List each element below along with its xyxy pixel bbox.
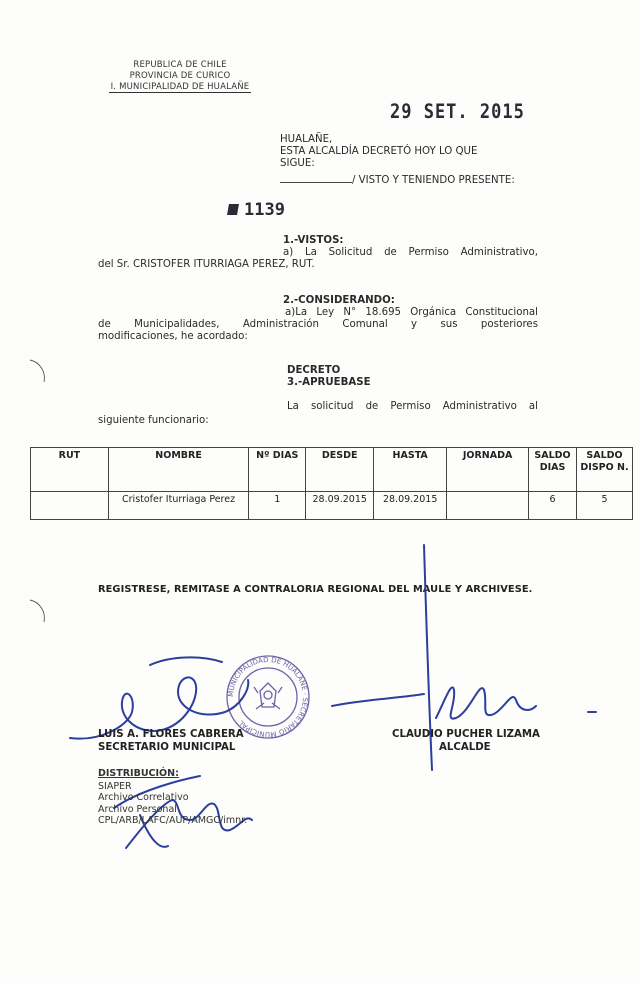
distribution-heading: DISTRIBUCIÓN: [98,768,179,779]
col-header-saldo-dias: SALDO DIAS [529,448,577,492]
left-signature [70,657,248,738]
distribution-item: SIAPER [98,780,132,792]
left-signatory-title: SECRETARIO MUNICIPAL [98,742,236,753]
considerando-line2: de Municipalidades, Administración Comunal y sus posteriores [98,319,538,330]
left-signatory [98,728,298,754]
distribution-item: Archivo Personal [98,803,177,815]
distribution-block [98,768,338,827]
letterhead-country: REPUBLICA DE CHILE [133,60,227,70]
considerando-line1: a)La Ley N° 18.695 Orgánica Constitucional [285,307,538,318]
letterhead-province: PROVINCIA DE CURICO [129,71,231,81]
cell-desde: 28.09.2015 [306,492,374,520]
paper-marks [30,360,44,622]
decreto-heading: DECRETO [287,365,341,376]
decree-number-stamp: 1139 [228,200,285,220]
cell-saldo-dispon: 5 [576,492,632,520]
cell-hasta: 28.09.2015 [374,492,447,520]
decreto-line1: La solicitud de Permiso Administrativo al [287,401,538,412]
vistos-heading: 1.-VISTOS: [283,235,344,246]
municipal-seal [227,656,309,738]
col-header-saldo-dispon: SALDO DISPO N. [576,448,632,492]
right-signatory-title: ALCALDE [439,742,491,753]
cell-dias: 1 [249,492,306,520]
left-signatory-name: LUIS A. FLORES CABRERA [98,729,244,740]
decreto-line2: siguiente funcionario: [98,415,209,426]
intro-line3: / VISTO Y TENIENDO PRESENTE: [280,173,540,187]
cell-saldo-dias: 6 [529,492,577,520]
decreto-subheading: 3.-APRUEBASE [287,377,371,388]
intro-line1: ESTA ALCALDÍA DECRETÓ HOY LO QUE [280,146,478,157]
col-header-hasta: HASTA [374,448,447,492]
intro-place: HUALAÑE, [280,134,333,145]
right-signatory [392,728,562,754]
date-stamp: 29 SET. 2015 [390,100,525,124]
distribution-item: Archivo Correlativo [98,792,189,803]
seal-text: MUNICIPALIDAD DE HUALAÑE · SECRETARIO MUNICIPAL [226,655,310,739]
vistos-line2: del Sr. CRISTOFER ITURRIAGA PEREZ, RUT. [98,259,315,270]
intro-line2: SIGUE: [280,158,315,169]
closing-statement: REGISTRESE, REMITASE A CONTRALORIA REGIONAL DEL MAULE Y ARCHIVESE. [98,584,533,595]
considerando-heading: 2.-CONSIDERANDO: [283,295,395,306]
col-header-desde: DESDE [306,448,374,492]
considerando-line3: modificaciones, he acordado: [98,331,248,342]
cell-nombre: Cristofer Iturriaga Perez [108,492,249,520]
vistos-line1: a) La Solicitud de Permiso Administrativo, [283,247,538,258]
col-header-jornada: JORNADA [447,448,529,492]
distribution-item: CPL/ARB/LAFC/AUP/AMGC/imnr. [98,815,248,826]
col-header-rut: RUT [31,448,109,492]
col-header-dias: Nº DIAS [249,448,306,492]
right-signatory-name: CLAUDIO PUCHER LIZAMA [392,729,540,740]
col-header-nombre: NOMBRE [108,448,249,492]
letterhead-municipality: I. MUNICIPALIDAD DE HUALAÑE [110,82,250,92]
